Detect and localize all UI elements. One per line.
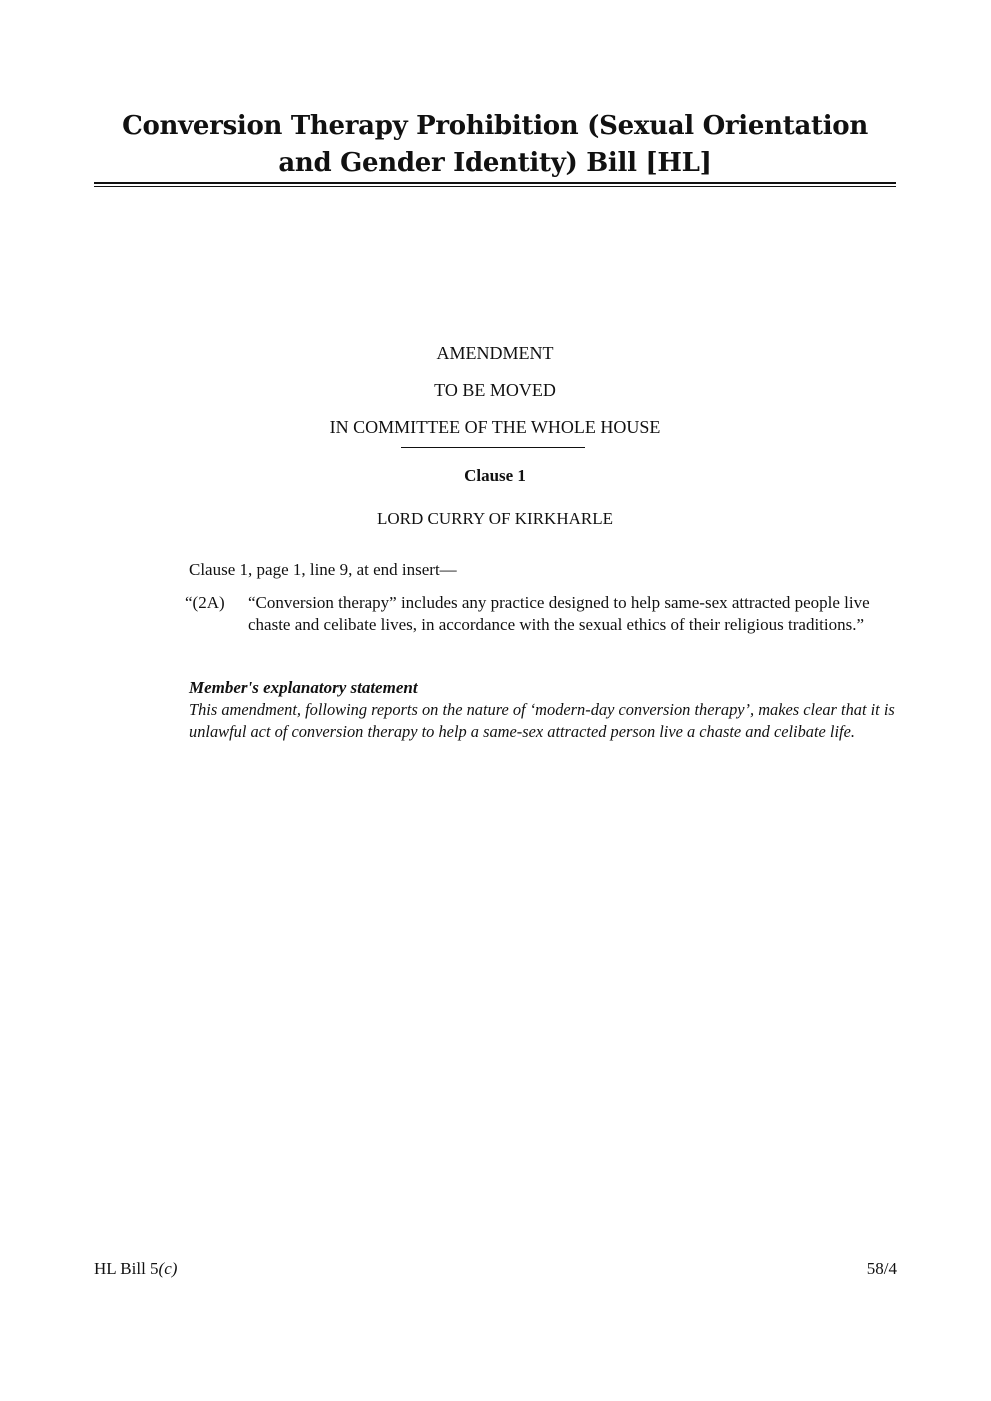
- explanatory-statement-text: This amendment, following reports on the nature of ‘modern-day conversion therapy’, makes clear that it is unlawful act of conversion therapy to help a same-sex attracted person live a chaste and celibate life.: [189, 700, 895, 741]
- member-name: LORD CURRY OF KIRKHARLE: [377, 509, 613, 528]
- title-rule-thin: [94, 186, 896, 187]
- bill-ref-prefix: HL Bill 5: [94, 1259, 159, 1278]
- motion-line-committee: IN COMMITTEE OF THE WHOLE HOUSE: [329, 417, 661, 437]
- motion-divider: [401, 447, 585, 448]
- clause-heading: Clause 1: [464, 466, 526, 485]
- title-rule-thick: [94, 182, 896, 184]
- bill-ref-suffix: (c): [158, 1259, 178, 1278]
- footer-bill-reference: [94, 1258, 177, 1280]
- motion-line-amendment: AMENDMENT: [436, 343, 554, 363]
- footer-print-reference: 58/4: [866, 1259, 897, 1278]
- page-title: Conversion Therapy Prohibition (Sexual Orientation and Gender Identity) Bill [HL]: [122, 111, 868, 178]
- explanatory-statement-heading: Member's explanatory statement: [189, 678, 418, 697]
- motion-line-to-be-moved: TO BE MOVED: [434, 380, 556, 400]
- amendment-instruction: Clause 1, page 1, line 9, at end insert—: [189, 560, 457, 579]
- subsection-number: “(2A): [185, 593, 225, 612]
- subsection-text: “Conversion therapy” includes any practice designed to help same-sex attracted people live chaste and celibate lives, in accordance with the sexual ethics of their religious traditions.”: [248, 593, 870, 634]
